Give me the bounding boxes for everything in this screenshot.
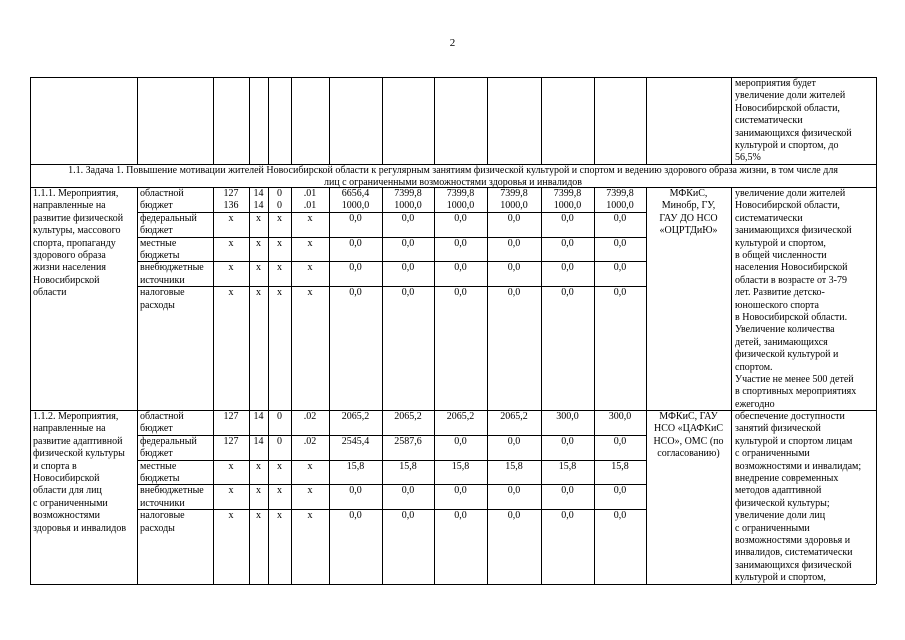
funding-source-line: бюджет bbox=[140, 423, 173, 435]
amount-value: 0,0 bbox=[401, 212, 415, 224]
activity-name-line: здорового образа bbox=[33, 250, 106, 261]
budget-code: 127 bbox=[223, 435, 239, 447]
amount-value: 1000,0 bbox=[394, 200, 422, 212]
funding-source-line: бюджеты bbox=[140, 473, 180, 484]
amount-value: 0,0 bbox=[561, 212, 574, 224]
column-line bbox=[213, 77, 214, 164]
amount-value: 300,0 bbox=[608, 411, 632, 422]
amount-value: 0,0 bbox=[561, 237, 574, 249]
amount-value: 15,8 bbox=[346, 460, 365, 472]
budget-code: x bbox=[256, 262, 261, 274]
budget-code: x bbox=[307, 237, 313, 249]
result-line: культурой и спортом, bbox=[735, 572, 826, 584]
result-line: методов адаптивной bbox=[735, 485, 822, 497]
page-number: 2 bbox=[449, 37, 456, 49]
result-line: в Новосибирской области. bbox=[735, 312, 848, 323]
amount-value: 0,0 bbox=[613, 262, 627, 274]
budget-code: x bbox=[256, 237, 261, 249]
funding-source-line: местные bbox=[140, 237, 177, 249]
funding-source-line: расходы bbox=[140, 522, 175, 534]
activity-name-line: развитие физической bbox=[33, 212, 124, 224]
amount-value: 0,0 bbox=[561, 287, 574, 299]
amount-value: 0,0 bbox=[454, 435, 467, 447]
amount-value: 0,0 bbox=[613, 485, 627, 497]
budget-code: x bbox=[277, 262, 282, 274]
budget-code: x bbox=[228, 510, 234, 522]
activity-name-line: области для лиц bbox=[33, 485, 102, 497]
amount-value: 15,8 bbox=[505, 460, 523, 472]
funding-source-line: бюджет bbox=[140, 225, 173, 237]
budget-code: x bbox=[307, 212, 313, 224]
top-note-line: 56,5% bbox=[735, 152, 761, 164]
budget-code: x bbox=[307, 460, 313, 472]
amount-value: 1000,0 bbox=[553, 200, 582, 212]
column-line bbox=[541, 77, 542, 164]
task-heading-line: лиц с ограниченными возможностями здоровья и инвалидов bbox=[323, 177, 582, 189]
activity-name-line: здоровья и инвалидов bbox=[33, 522, 127, 534]
amount-value: 7399,8 bbox=[446, 188, 475, 199]
column-line bbox=[731, 187, 732, 584]
amount-value: 1000,0 bbox=[446, 200, 475, 212]
budget-code: 14 bbox=[253, 188, 264, 199]
budget-code: .02 bbox=[303, 411, 317, 422]
budget-code: .01 bbox=[303, 200, 317, 212]
funding-source-line: федеральный bbox=[140, 435, 197, 447]
budget-code: 0 bbox=[277, 411, 282, 422]
column-line bbox=[137, 187, 138, 584]
budget-code: 127 bbox=[223, 411, 239, 422]
result-line: физической культурой и bbox=[735, 349, 839, 361]
funding-source-line: внебюджетные bbox=[140, 485, 204, 497]
funding-source-line: федеральный bbox=[140, 212, 197, 224]
result-line: занимающихся физической bbox=[735, 225, 852, 237]
table-border-right bbox=[876, 77, 877, 584]
top-note-line: Новосибирской области, bbox=[735, 102, 840, 114]
amount-value: 0,0 bbox=[349, 510, 362, 522]
result-line: юношеского спорта bbox=[735, 299, 819, 311]
budget-code: x bbox=[277, 510, 282, 522]
budget-code: .02 bbox=[303, 435, 317, 447]
executor-line: «ОЦРТДиЮ» bbox=[659, 225, 718, 237]
amount-value: 0,0 bbox=[401, 237, 415, 249]
column-line bbox=[329, 77, 330, 164]
result-line: занимающихся физической bbox=[735, 559, 852, 571]
amount-value: 0,0 bbox=[613, 435, 627, 447]
activity-name-line: направленные на bbox=[33, 423, 106, 435]
budget-code: 0 bbox=[277, 435, 282, 447]
amount-value: 0,0 bbox=[613, 510, 627, 522]
result-line: занятий физической bbox=[735, 423, 821, 435]
budget-code: x bbox=[307, 262, 313, 274]
result-line: внедрение современных bbox=[735, 473, 839, 484]
budget-code: x bbox=[228, 485, 234, 497]
column-line bbox=[594, 77, 595, 164]
result-line: возможностями и инвалидам; bbox=[735, 460, 862, 472]
amount-value: 0,0 bbox=[454, 262, 467, 274]
result-line: физической культуры; bbox=[735, 497, 830, 509]
funding-source-line: источники bbox=[140, 274, 185, 286]
amount-value: 0,0 bbox=[561, 485, 574, 497]
result-line: возможностями здоровья и bbox=[735, 535, 851, 546]
amount-value: 15,8 bbox=[611, 460, 629, 472]
budget-code: 0 bbox=[277, 188, 282, 199]
amount-value: 0,0 bbox=[507, 262, 521, 274]
executor-line: согласованию) bbox=[657, 448, 720, 460]
activity-name-line: культуры, массового bbox=[33, 225, 121, 237]
top-note-line: увеличение доли жителей bbox=[735, 90, 846, 102]
funding-source-line: налоговые bbox=[140, 510, 185, 522]
column-line bbox=[291, 77, 292, 164]
budget-code: x bbox=[307, 485, 313, 497]
amount-value: 7399,8 bbox=[394, 188, 422, 199]
result-line: инвалидов, систематически bbox=[735, 547, 853, 559]
column-line bbox=[382, 77, 383, 164]
budget-code: x bbox=[256, 485, 261, 497]
column-line bbox=[487, 77, 488, 164]
amount-value: 1000,0 bbox=[341, 200, 370, 212]
budget-code: x bbox=[256, 212, 261, 224]
result-line: с ограниченными bbox=[735, 448, 810, 460]
amount-value: 0,0 bbox=[613, 212, 627, 224]
amount-value: 2065,2 bbox=[446, 411, 475, 422]
funding-source-line: расходы bbox=[140, 299, 175, 311]
result-line: культурой и спортом лицам bbox=[735, 435, 853, 447]
amount-value: 300,0 bbox=[556, 411, 579, 422]
executor-line: НСО «ЦАФКиС bbox=[653, 423, 724, 435]
top-note-line: культурой и спортом, до bbox=[735, 140, 839, 151]
amount-value: 0,0 bbox=[349, 212, 362, 224]
amount-value: 0,0 bbox=[349, 485, 362, 497]
column-line bbox=[646, 77, 647, 164]
amount-value: 7399,8 bbox=[553, 188, 582, 199]
budget-code: x bbox=[256, 510, 261, 522]
activity-name-line: 1.1.1. Мероприятия, bbox=[33, 188, 119, 199]
funding-source-line: налоговые bbox=[140, 287, 185, 299]
result-line: детей, занимающихся bbox=[735, 336, 828, 348]
column-line bbox=[646, 187, 647, 584]
activity-name-line: жизни населения bbox=[33, 262, 106, 274]
result-line: с ограниченными bbox=[735, 522, 810, 534]
amount-value: 0,0 bbox=[454, 287, 467, 299]
budget-code: x bbox=[228, 237, 234, 249]
budget-code: x bbox=[307, 287, 313, 299]
budget-code: 136 bbox=[223, 200, 239, 212]
amount-value: 0,0 bbox=[507, 435, 521, 447]
amount-value: 7399,8 bbox=[500, 188, 528, 199]
amount-value: 0,0 bbox=[454, 510, 467, 522]
funding-source-line: бюджет bbox=[140, 200, 173, 212]
funding-source-line: областной bbox=[140, 188, 184, 199]
amount-value: 0,0 bbox=[401, 510, 415, 522]
amount-value: 0,0 bbox=[507, 510, 521, 522]
amount-value: 0,0 bbox=[401, 485, 415, 497]
task-heading-line: 1.1. Задача 1. Повышение мотивации жителей Новосибирской области к регулярным занятиям физической культурой и спортом и ведению здорового образа жизни, в том числе для bbox=[68, 165, 838, 176]
result-line: систематически bbox=[735, 212, 803, 224]
result-line: обеспечение доступности bbox=[735, 411, 845, 422]
budget-code: 0 bbox=[277, 200, 282, 212]
result-line: лет. Развитие детско- bbox=[735, 287, 825, 299]
executor-line: МФКиС, ГАУ bbox=[659, 411, 718, 422]
column-line bbox=[731, 77, 732, 164]
amount-value: 0,0 bbox=[507, 485, 521, 497]
activity-name-line: спорта, пропаганду bbox=[33, 237, 116, 249]
column-line bbox=[249, 77, 250, 164]
funding-source-line: внебюджетные bbox=[140, 262, 204, 274]
executor-line: ГАУ ДО НСО bbox=[659, 212, 718, 224]
budget-code: x bbox=[228, 262, 234, 274]
result-line: Участие не менее 500 детей bbox=[735, 374, 854, 385]
budget-code: x bbox=[307, 510, 313, 522]
amount-value: 0,0 bbox=[349, 237, 362, 249]
amount-value: 2545,4 bbox=[341, 435, 370, 447]
amount-value: 0,0 bbox=[561, 510, 574, 522]
amount-value: 0,0 bbox=[349, 262, 362, 274]
budget-code: x bbox=[277, 485, 282, 497]
column-line bbox=[137, 77, 138, 164]
result-line: Новосибирской области, bbox=[735, 200, 840, 212]
result-line: в общей численности bbox=[735, 250, 827, 261]
amount-value: 15,8 bbox=[558, 460, 577, 472]
result-line: в спортивных мероприятиях bbox=[735, 386, 857, 398]
activity-name-line: Новосибирской bbox=[33, 274, 100, 286]
funding-source-line: областной bbox=[140, 411, 184, 422]
top-note-line: мероприятия будет bbox=[735, 78, 816, 89]
amount-value: 0,0 bbox=[613, 237, 627, 249]
activity-name-line: с ограниченными bbox=[33, 497, 108, 509]
amount-value: 2065,2 bbox=[500, 411, 528, 422]
amount-value: 0,0 bbox=[613, 287, 627, 299]
amount-value: 0,0 bbox=[561, 435, 574, 447]
column-line bbox=[434, 77, 435, 164]
amount-value: 0,0 bbox=[454, 212, 467, 224]
budget-code: 14 bbox=[253, 200, 264, 212]
funding-source-line: местные bbox=[140, 460, 177, 472]
activity-name-line: развитие адаптивной bbox=[33, 435, 123, 447]
amount-value: 0,0 bbox=[401, 262, 415, 274]
top-note-line: систематически bbox=[735, 115, 803, 127]
activity-name-line: области bbox=[33, 287, 67, 299]
amount-value: 0,0 bbox=[507, 212, 521, 224]
result-line: Увеличение количества bbox=[735, 324, 835, 336]
budget-code: x bbox=[228, 287, 234, 299]
amount-value: 0,0 bbox=[401, 287, 415, 299]
amount-value: 6656,4 bbox=[341, 188, 370, 199]
result-line: ежегодно bbox=[735, 398, 775, 410]
activity-name-line: направленные на bbox=[33, 200, 106, 212]
amount-value: 1000,0 bbox=[606, 200, 634, 212]
amount-value: 2065,2 bbox=[341, 411, 370, 422]
activity-name-line: 1.1.2. Мероприятия, bbox=[33, 411, 119, 422]
result-line: населения Новосибирской bbox=[735, 262, 848, 274]
amount-value: 15,8 bbox=[451, 460, 470, 472]
column-line bbox=[268, 77, 269, 164]
amount-value: 7399,8 bbox=[606, 188, 634, 199]
activity-name-line: возможностями bbox=[33, 510, 101, 522]
budget-code: .01 bbox=[303, 188, 317, 199]
result-line: области в возрасте от 3-79 bbox=[735, 274, 848, 286]
amount-value: 2587,6 bbox=[394, 435, 422, 447]
activity-name-line: физической культуры bbox=[33, 448, 125, 460]
budget-code: x bbox=[277, 212, 282, 224]
executor-line: НСО», ОМС (по bbox=[653, 435, 724, 447]
amount-value: 1000,0 bbox=[500, 200, 528, 212]
budget-code: x bbox=[256, 460, 261, 472]
result-line: увеличение доли лиц bbox=[735, 510, 826, 522]
amount-value: 15,8 bbox=[399, 460, 417, 472]
top-note-line: занимающихся физической bbox=[735, 127, 852, 139]
funding-source-line: бюджет bbox=[140, 448, 173, 460]
budget-code: 127 bbox=[223, 188, 239, 199]
activity-name-line: и спорта в bbox=[33, 460, 77, 472]
budget-code: x bbox=[277, 237, 282, 249]
budget-code: 14 bbox=[253, 411, 264, 422]
budget-code: x bbox=[277, 287, 282, 299]
budget-code: x bbox=[228, 212, 234, 224]
amount-value: 0,0 bbox=[561, 262, 574, 274]
amount-value: 0,0 bbox=[507, 287, 521, 299]
executor-line: Минобр, ГУ, bbox=[661, 200, 716, 212]
budget-code: x bbox=[228, 460, 234, 472]
amount-value: 0,0 bbox=[454, 237, 467, 249]
result-line: увеличение доли жителей bbox=[735, 188, 846, 199]
amount-value: 2065,2 bbox=[394, 411, 422, 422]
result-line: культурой и спортом, bbox=[735, 237, 826, 249]
activity-name-line: Новосибирской bbox=[33, 473, 100, 484]
budget-code: 14 bbox=[253, 435, 264, 447]
table-border-left bbox=[30, 77, 31, 584]
budget-code: x bbox=[256, 287, 261, 299]
executor-line: МФКиС, bbox=[669, 188, 708, 199]
amount-value: 0,0 bbox=[349, 287, 362, 299]
result-line: спортом. bbox=[735, 361, 773, 373]
funding-source-line: источники bbox=[140, 497, 185, 509]
amount-value: 0,0 bbox=[454, 485, 467, 497]
budget-code: x bbox=[277, 460, 282, 472]
funding-source-line: бюджеты bbox=[140, 250, 180, 261]
amount-value: 0,0 bbox=[507, 237, 521, 249]
